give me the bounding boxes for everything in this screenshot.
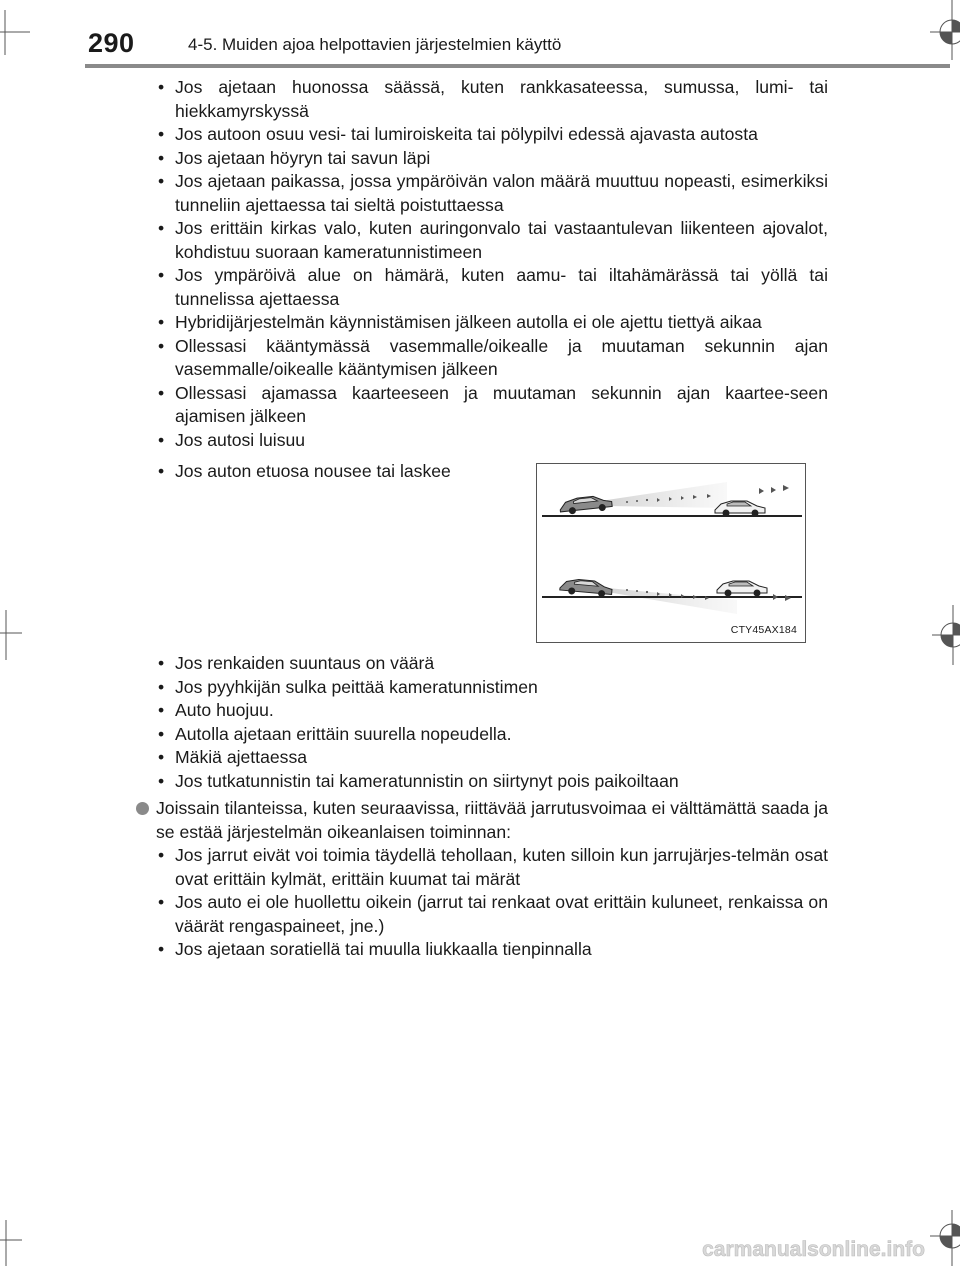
list-item: • Jos ajetaan huonossa säässä, kuten rankkasateessa, sumussa, lumi- tai hiekkamyrskyssä <box>156 76 828 123</box>
page-content <box>156 76 828 962</box>
list-item: • Jos ajetaan paikassa, jossa ympäröivän valon määrä muuttuu nopeasti, esimerkiksi tunneliin ajettaessa tai sieltä poistuttaessa <box>156 170 828 217</box>
watermark-text: carmanualsonline.info <box>702 1238 925 1261</box>
scene-nose-up <box>542 482 802 517</box>
list-item: • Jos autosi luisuu <box>156 429 828 453</box>
list-item: • Jos pyyhkijän sulka peittää kameratunnistimen <box>156 676 828 700</box>
registration-mark-mid-left <box>0 610 40 660</box>
registration-mark-bottom-left <box>0 1220 40 1266</box>
list-item: • Jos jarrut eivät voi toimia täydellä tehollaan, kuten silloin kun jarrujärjes-telmän osat ovat erittäin kylmät, erittäin kuumat tai märät <box>156 844 828 891</box>
list-item: • Hybridijärjestelmän käynnistämisen jälkeen autolla ei ole ajettu tiettyä aikaa <box>156 311 828 335</box>
header-rule <box>85 64 950 68</box>
list-item: • Jos ympäröivä alue on hämärä, kuten aamu- tai iltahämärässä tai yöllä tai tunnelissa ajettaessa <box>156 264 828 311</box>
list-item: • Jos renkaiden suuntaus on väärä <box>156 652 828 676</box>
list-item: • Mäkiä ajettaessa <box>156 746 828 770</box>
list-item: • Ollessasi kääntymässä vasemmalle/oikealle ja muutaman sekunnin ajan vasemmalle/oikealle kääntymisen jälkeen <box>156 335 828 382</box>
bullet-list-braking <box>156 844 828 962</box>
list-item: • Autolla ajetaan erittäin suurella nopeudella. <box>156 723 828 747</box>
vehicle-pitch-illustration <box>536 463 806 643</box>
list-item: • Jos erittäin kirkas valo, kuten auringonvalo tai vastaantulevan liikenteen ajovalot, kohdistuu suoraan kameratunnistimeen <box>156 217 828 264</box>
car-pitch-diagram <box>537 464 804 641</box>
section-title: 4-5. Muiden ajoa helpottavien järjestelmien käyttö <box>188 35 562 54</box>
car-icon <box>559 495 612 516</box>
registration-mark-top-left <box>0 0 40 60</box>
scene-nose-down <box>542 578 802 614</box>
figure-row <box>156 460 828 652</box>
car-icon <box>717 581 767 597</box>
list-item: • Jos tutkatunnistin tai kameratunnistin on siirtynyt pois paikoiltaan <box>156 770 828 794</box>
car-icon <box>715 501 765 517</box>
list-item: • Jos auton etuosa nousee tai laskee <box>156 460 516 484</box>
list-item: • Jos auto ei ole huollettu oikein (jarrut tai renkaat ovat erittäin kuluneet, renkaissa on väärät rengaspaineet, jne.) <box>156 891 828 938</box>
circle-bullet-icon <box>136 802 149 815</box>
page-number: 290 <box>88 28 135 58</box>
watermark <box>700 1232 930 1266</box>
bullet-list-conditions <box>156 76 828 452</box>
list-item: • Auto huojuu. <box>156 699 828 723</box>
registration-mark-top-right <box>920 0 960 60</box>
registration-mark-mid-right <box>920 605 960 665</box>
note-paragraph <box>136 797 828 844</box>
car-icon <box>559 578 612 598</box>
list-item: • Ollessasi ajamassa kaarteeseen ja muutaman sekunnin ajan kaartee-seen ajamisen jälkeen <box>156 382 828 429</box>
list-item: • Jos ajetaan soratiellä tai muulla liukkaalla tienpinnalla <box>156 938 828 962</box>
list-item: • Jos autoon osuu vesi- tai lumiroiskeita tai pölypilvi edessä ajavasta autosta <box>156 123 828 147</box>
figure-code: CTY45AX184 <box>730 624 797 636</box>
bullet-list-conditions-continued <box>156 652 828 793</box>
note-text: Joissain tilanteissa, kuten seuraavissa, riittävää jarrutusvoimaa ei välttämättä saada ja se estää järjestelmän oikeanlaisen toiminnan: <box>156 798 828 842</box>
list-item: • Jos ajetaan höyryn tai savun läpi <box>156 147 828 171</box>
